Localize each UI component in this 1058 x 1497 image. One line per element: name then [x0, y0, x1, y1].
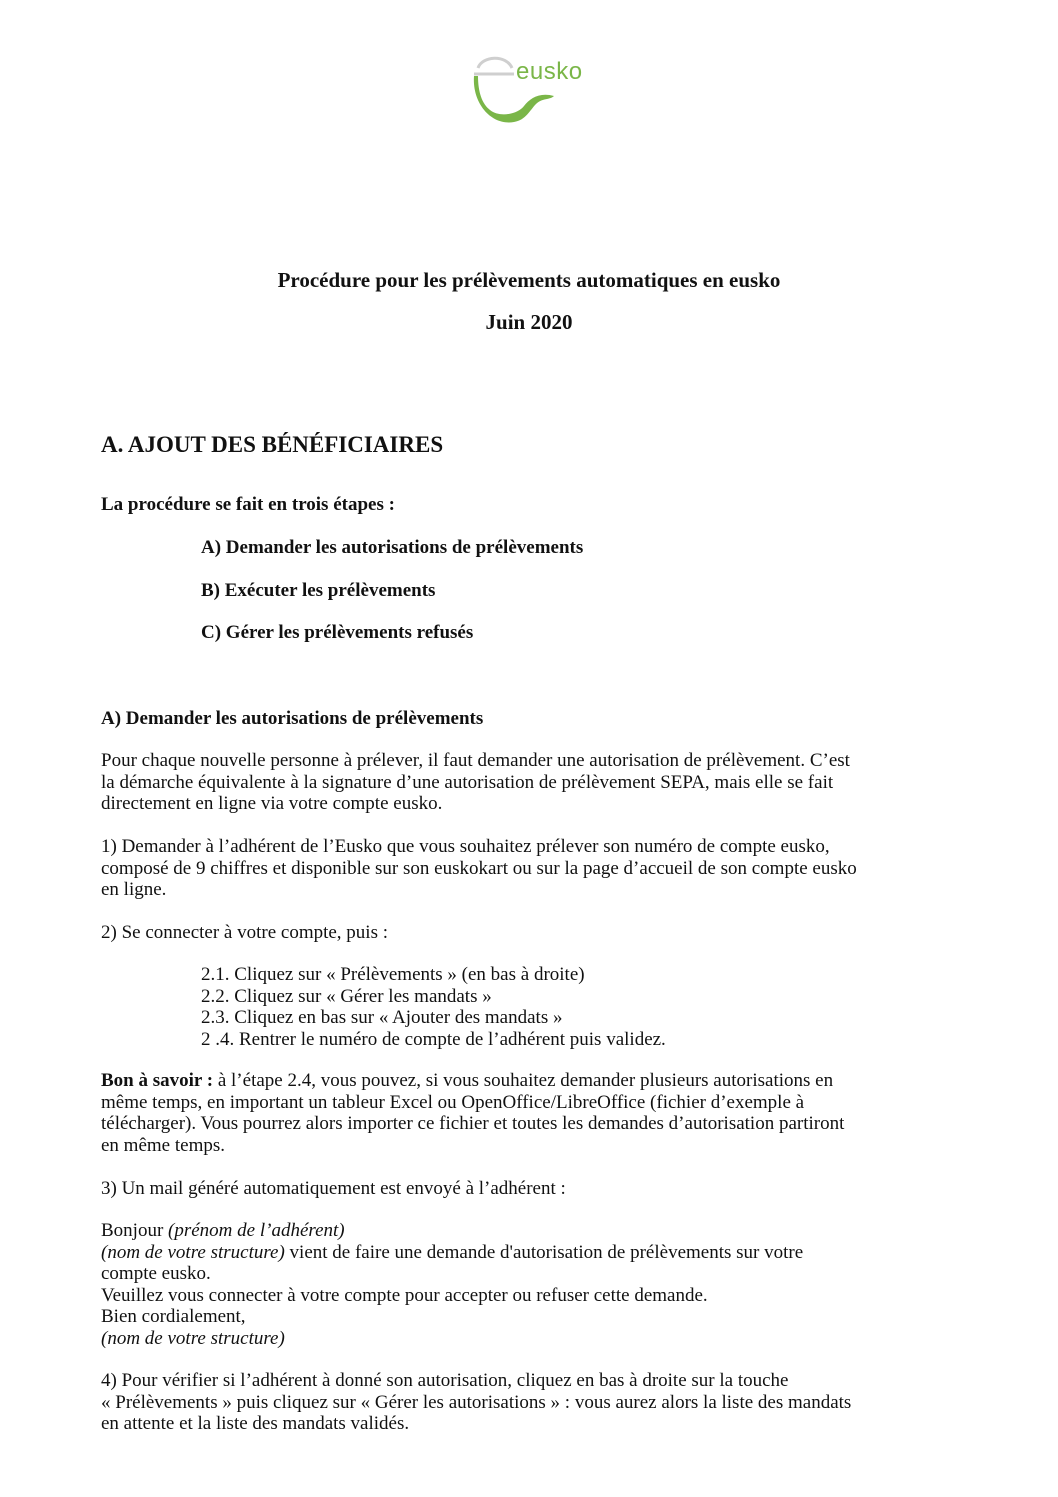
text-line: la démarche équivalente à la signature d’une autorisation de prélèvement SEPA, mais elle se fait: [101, 771, 834, 793]
text-line: même temps, en important un tableur Excel ou OpenOffice/LibreOffice (fichier d’exemple à: [101, 1091, 805, 1113]
email-template: [101, 1220, 971, 1349]
step-item: A) Demander les autorisations de prélèvements: [201, 537, 584, 558]
text-line: en attente et la liste des mandats validés.: [101, 1413, 410, 1434]
sub-step-item: 2.3. Cliquez en bas sur « Ajouter des mandats »: [201, 1007, 563, 1028]
text-line: Pour chaque nouvelle personne à prélever, il faut demander une autorisation de prélèvement. C’est: [101, 750, 850, 771]
step-item: C) Gérer les prélèvements refusés: [201, 622, 474, 643]
email-structure-name: (nom de votre structure): [101, 1241, 285, 1263]
sub-steps-list: [201, 964, 961, 1050]
text-line: Veuillez vous connecter à votre compte pour accepter ou refuser cette demande.: [101, 1284, 708, 1306]
text-line: 2) Se connecter à votre compte, puis :: [101, 922, 389, 943]
email-greeting-name: (prénom de l’adhérent): [168, 1220, 345, 1241]
sub-step-item: 2 .4. Rentrer le numéro de compte de l’adhérent puis validez.: [201, 1028, 666, 1050]
sub-step-item: 2.2. Cliquez sur « Gérer les mandats »: [201, 985, 492, 1007]
text-line: Bien cordialement,: [101, 1306, 246, 1327]
text-line: vient de faire une demande d'autorisation de prélèvements sur votre: [284, 1241, 804, 1263]
text-line: « Prélèvements » puis cliquez sur « Gérer les autorisations » : vous aurez alors la liste des mandats: [101, 1391, 852, 1413]
text-line: composé de 9 chiffres et disponible sur son euskokart ou sur la page d’accueil de son compte eusko: [101, 857, 857, 879]
section-heading: A. AJOUT DES BÉNÉFICIAIRES: [101, 432, 444, 457]
paragraph-5: [101, 1370, 971, 1435]
step-item: B) Exécuter les prélèvements: [201, 580, 436, 601]
sub-step-item: 2.1. Cliquez sur « Prélèvements » (en bas à droite): [201, 964, 585, 985]
paragraph-4: [101, 1178, 971, 1200]
intro-text: La procédure se fait en trois étapes :: [101, 494, 395, 515]
good-to-know-label: Bon à savoir :: [101, 1070, 214, 1091]
email-signature: (nom de votre structure): [101, 1327, 285, 1349]
paragraph-3: [101, 922, 971, 944]
text-line: 1) Demander à l’adhérent de l’Eusko que vous souhaitez prélever son numéro de compte eusko,: [101, 836, 830, 857]
text-line: directement en ligne via votre compte eusko.: [101, 793, 443, 814]
text-line: en même temps.: [101, 1134, 225, 1156]
sub-heading: A) Demander les autorisations de prélèvements: [101, 708, 484, 729]
text-line: à l’étape 2.4, vous pouvez, si vous souhaitez demander plusieurs autorisations en: [213, 1070, 834, 1091]
text-line: télécharger). Vous pourrez alors importer ce fichier et toutes les demandes d’autorisation partiront: [101, 1113, 845, 1134]
paragraph-1: [101, 750, 971, 815]
text-line: 3) Un mail généré automatiquement est envoyé à l’adhérent :: [101, 1178, 566, 1199]
document-title: Procédure pour les prélèvements automatiques en eusko: [277, 268, 781, 292]
document-date: Juin 2020: [485, 310, 573, 334]
text-line: en ligne.: [101, 879, 167, 900]
text-line: 4) Pour vérifier si l’adhérent à donné son autorisation, cliquez en bas à droite sur la touche: [101, 1370, 789, 1391]
text-line: compte eusko.: [101, 1263, 211, 1284]
paragraph-2: [101, 836, 971, 901]
logo-text: eusko: [516, 58, 583, 85]
email-greeting: Bonjour: [101, 1220, 169, 1241]
good-to-know: [101, 1070, 971, 1156]
